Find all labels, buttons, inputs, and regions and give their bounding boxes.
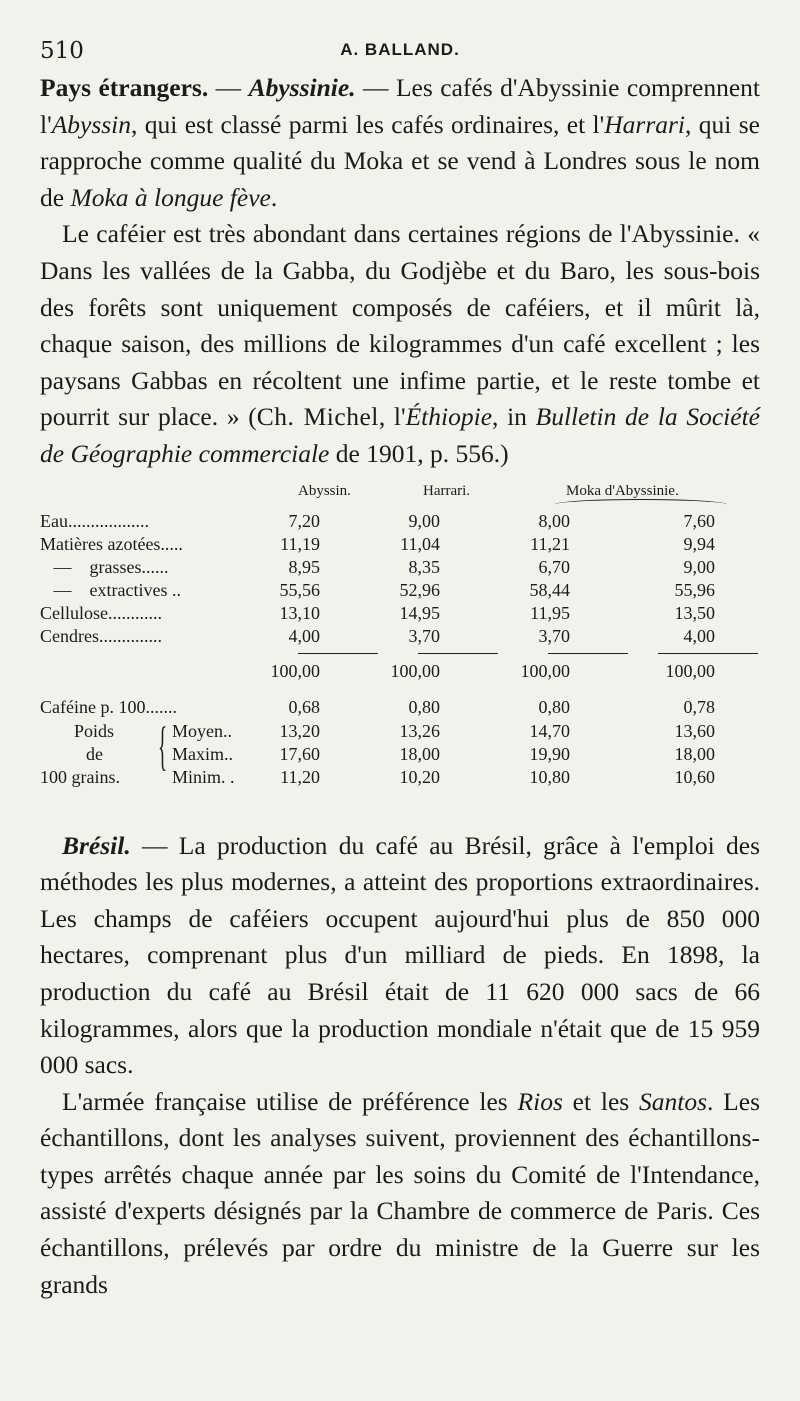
table-row: — extractives .. 55,56 52,96 58,44 55,96 — [40, 579, 715, 600]
poids-label: de — [86, 743, 103, 764]
table-row: Cendres.............. 4,00 3,70 3,70 4,00 — [40, 625, 715, 646]
sum-rule — [658, 653, 758, 654]
table-row: Matières azotées..... 11,19 11,04 11,21 9,94 — [40, 533, 715, 554]
sum-rule — [418, 653, 498, 654]
table-row: — grasses...... 8,95 8,35 6,70 9,00 — [40, 556, 715, 577]
poids-label: 100 grains. — [40, 766, 120, 787]
sum-rule — [298, 653, 378, 654]
moka-brace — [555, 499, 727, 510]
paragraph-abyssinie: Pays étrangers. — Abyssinie. — Les cafés d'Abyssinie comprennent l'Abyssin, qui est classé parmi les cafés ordinaires, et l'Harrari, qui se rapproche comme qualité du Moka et se vend à Londres sous le nom de Moka à longue fève. — [40, 73, 760, 212]
section-heading: Pays étrangers. — [40, 73, 209, 102]
table-row: Maxim.. 17,60 18,00 19,90 18,00 — [172, 743, 715, 764]
subsection-heading: Brésil. — [62, 830, 131, 860]
table-row: Cellulose............ 13,10 14,95 11,95 13,50 — [40, 602, 715, 623]
col-header-abyssin: Abyssin. — [298, 482, 351, 499]
page-header — [40, 0, 760, 68]
cafeine-row: Caféine p. 100....... 0,68 0,80 0,80 0,78 — [40, 696, 715, 717]
poids-label: Poids — [74, 720, 115, 741]
page-number: 510 — [40, 38, 84, 64]
paragraph-armee: L'armée française utilise de préférence les Rios et les Santos. Les échantillons, dont les analyses suivent, proviennent des échantillons-types arrêtés chaque année par les soins du Comité de l'Intendance, assisté d'experts désignés par la Chambre de commerce de Paris. Ces échantillons, prélevés par ordre du ministre de la Guerre sur les grands — [40, 1086, 761, 1299]
brace-icon: { — [158, 715, 168, 776]
paragraph-cafeier: Le caféier est très abondant dans certaines régions de l'Abyssinie. « Dans les vallées de la Gabba, du Godjèbe et du Baro, les sous-bois des forêts sont uniquement composés de caféiers, et il mûrit là, chaque saison, des millions de kilogrammes d'un café excellent ; les paysans Gabbas en récoltent une infime partie, et le reste tombe et pourrit sur place. » (Ch. Michel, l'Éthiopie, in Bulletin de la Société de Géographie commerciale de 1901, p. 556.) — [40, 219, 760, 468]
paragraph-bresil: Brésil. — La production du café au Brésil, grâce à l'emploi des méthodes les plus modernes, a atteint des proportions extraordinaires. Les champs de caféiers occupent aujourd'hui plus de 850 000 hectares, comprenant plus d'un milliard de pieds. En 1898, la production du café au Brésil était de 11 620 000 sacs de 66 kilogrammes, alors que la production mondiale n'était que de 15 959 000 sacs. — [40, 830, 760, 1080]
table-row: Eau.................. 7,20 9,00 8,00 7,60 — [40, 510, 715, 531]
book-page — [40, 0, 760, 1303]
totals-row: 100,00 100,00 100,00 100,00 — [270, 660, 715, 681]
col-header-harrari: Harrari. — [423, 482, 471, 499]
table-row: Minim. . 11,20 10,20 10,80 10,60 — [172, 766, 715, 787]
running-head: A. BALLAND. — [340, 40, 460, 59]
sum-rule — [548, 653, 628, 654]
col-header-moka: Moka d'Abyssinie. — [566, 482, 679, 499]
subsection-heading: Abyssinie. — [248, 73, 356, 102]
table-row: Moyen.. 13,20 13,26 14,70 13,60 — [172, 720, 715, 741]
analysis-table — [40, 483, 760, 818]
